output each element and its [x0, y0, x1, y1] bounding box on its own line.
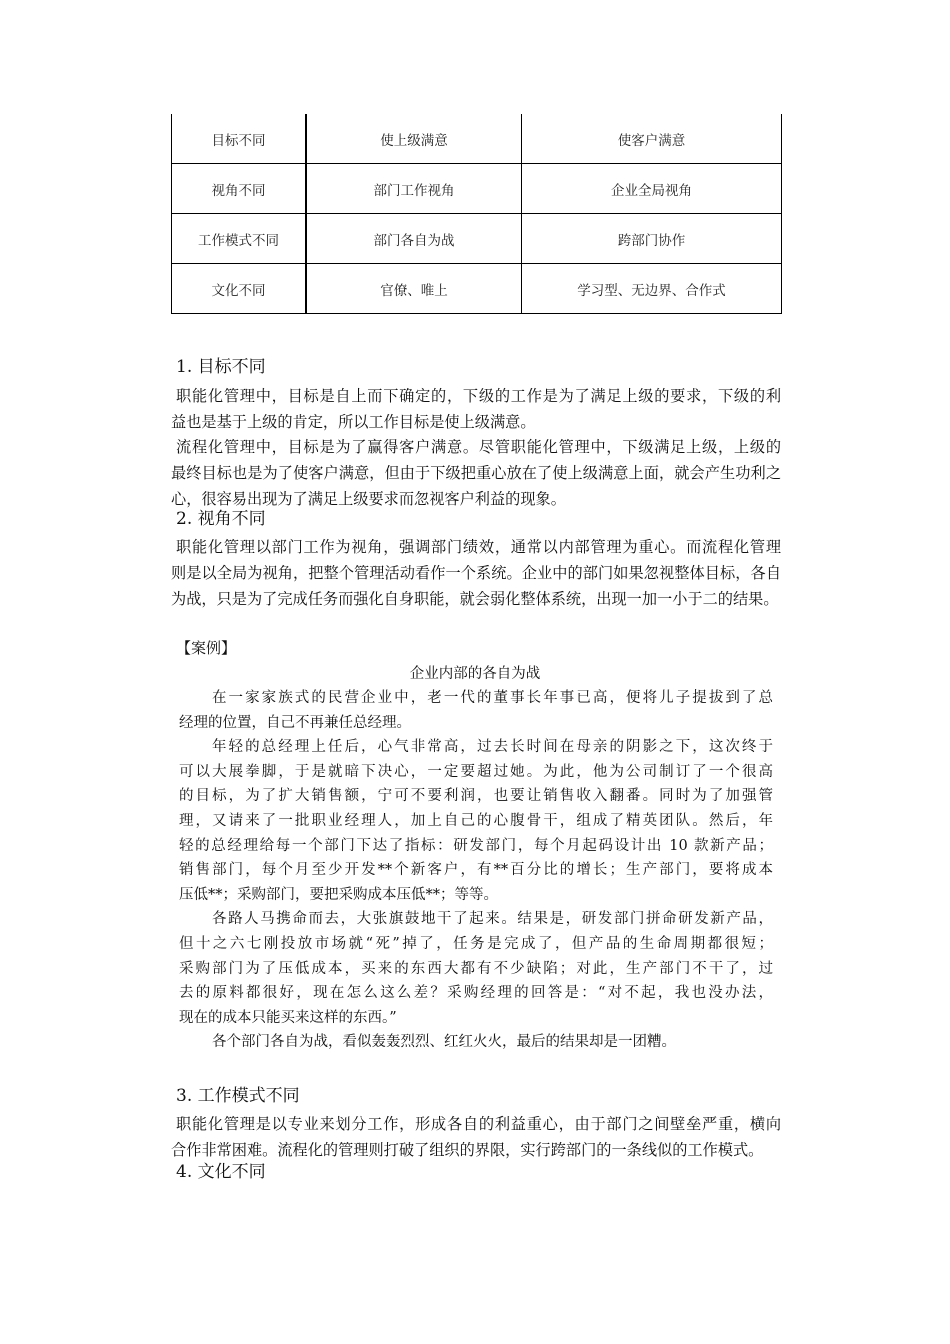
table-cell: 部门各自为战 — [306, 214, 522, 264]
table-cell: 使上级满意 — [306, 114, 522, 164]
table-cell: 文化不同 — [172, 264, 307, 314]
table-row — [172, 164, 782, 214]
section-heading: 1. 目标不同 — [176, 357, 266, 377]
text-line: 现在的成本只能买来这样的东西。” — [179, 1009, 397, 1026]
text-line: 职能化管理以部门工作为视角，强调部门绩效，通常以内部管理为重心。而流程化管理 — [176, 538, 781, 556]
text-line: 去的原料都很好，现在怎么这么差？采购经理的回答是：“对不起，我也没办法， — [179, 985, 773, 1002]
text-line: 采购部门为了压低成本，买来的东西大都有不少缺陷；对此，生产部门不干了，过 — [179, 960, 773, 977]
table-cell: 视角不同 — [172, 164, 307, 214]
table-row — [172, 114, 782, 164]
comparison-table — [171, 114, 782, 314]
text-line: 但十之六七刚投放市场就“死”掉了，任务是完成了，但产品的生命周期都很短； — [179, 935, 773, 952]
paragraph — [171, 434, 781, 512]
table-row — [172, 264, 782, 314]
text-line: 益也是基于上级的肯定，所以工作目标是使上级满意。 — [171, 413, 536, 431]
text-line: 可以大展拳脚，于是就暗下决心，一定要超过她。为此，他为公司制订了一个很高 — [179, 763, 773, 780]
text-line: 在一家家族式的民营企业中，老一代的董事长年事已高，便将儿子提拔到了总 — [212, 690, 773, 706]
text-line: 则是以全局为视角，把整个管理活动看作一个系统。企业中的部门如果忽视整体目标，各自 — [171, 564, 781, 582]
text-line: 轻的总经理给每一个部门下达了指标：研发部门，每个月起码设计出 10 款新产品； — [179, 837, 773, 854]
section-heading: 2. 视角不同 — [176, 509, 266, 529]
text-line: 各路人马携命而去，大张旗鼓地干了起来。结果是，研发部门拼命研发新产品， — [212, 911, 773, 928]
text-line: 流程化管理中，目标是为了赢得客户满意。尽管职能化管理中，下级满足上级，上级的 — [176, 438, 781, 456]
text-line: 年轻的总经理上任后，心气非常高，过去长时间在母亲的阴影之下，这次终于 — [212, 739, 773, 756]
table-row — [172, 214, 782, 264]
table-cell: 部门工作视角 — [306, 164, 522, 214]
section-heading: 3. 工作模式不同 — [176, 1086, 300, 1106]
paragraph — [171, 1111, 781, 1163]
section-heading: 4. 文化不同 — [176, 1162, 266, 1182]
text-line: 最终目标也是为了使客户满意，但由于下级把重心放在了使上级满意上面，就会产生功利之 — [171, 464, 781, 482]
text-line: 压低**；采购部门，要把采购成本压低**；等等。 — [179, 886, 498, 903]
table-cell: 跨部门协作 — [522, 214, 782, 264]
text-line: 经理的位置，自己不再兼任总经理。 — [179, 714, 411, 731]
text-line: 合作非常困难。流程化的管理则打破了组织的界限，实行跨部门的一条线似的工作模式。 — [171, 1141, 764, 1159]
table-cell: 目标不同 — [172, 114, 307, 164]
table-cell: 官僚、唯上 — [306, 264, 522, 314]
case-title: 企业内部的各自为战 — [409, 666, 541, 682]
table-cell: 使客户满意 — [522, 114, 782, 164]
case-label: 【案例】 — [176, 639, 237, 657]
text-line: 职能化管理是以专业来划分工作，形成各自的利益重心，由于部门之间壁垒严重，横向 — [176, 1115, 781, 1133]
case-text — [179, 686, 773, 1055]
paragraph — [171, 383, 781, 435]
table-cell: 企业全局视角 — [522, 164, 782, 214]
text-line: 职能化管理中，目标是自上而下确定的，下级的工作是为了满足上级的要求，下级的利 — [176, 387, 781, 405]
table-cell: 学习型、无边界、合作式 — [522, 264, 782, 314]
text-line: 各个部门各自为战，看似轰轰烈烈、红红火火，最后的结果却是一团糟。 — [212, 1034, 676, 1051]
table-cell: 工作模式不同 — [172, 214, 307, 264]
text-line: 的目标，为了扩大销售额，宁可不要利润，也要让销售收入翻番。同时为了加强管 — [179, 788, 773, 805]
text-line: 为战，只是为了完成任务而强化自身职能，就会弱化整体系统，出现一加一小于二的结果。 — [171, 590, 779, 608]
text-line: 心，很容易出现为了满足上级要求而忽视客户利益的现象。 — [171, 490, 566, 508]
paragraph — [171, 534, 781, 612]
text-line: 理，又请来了一批职业经理人，加上自己的心腹骨干，组成了精英团队。然后，年 — [179, 812, 773, 829]
text-line: 销售部门，每个月至少开发**个新客户，有**百分比的增长；生产部门，要将成本 — [179, 862, 773, 879]
